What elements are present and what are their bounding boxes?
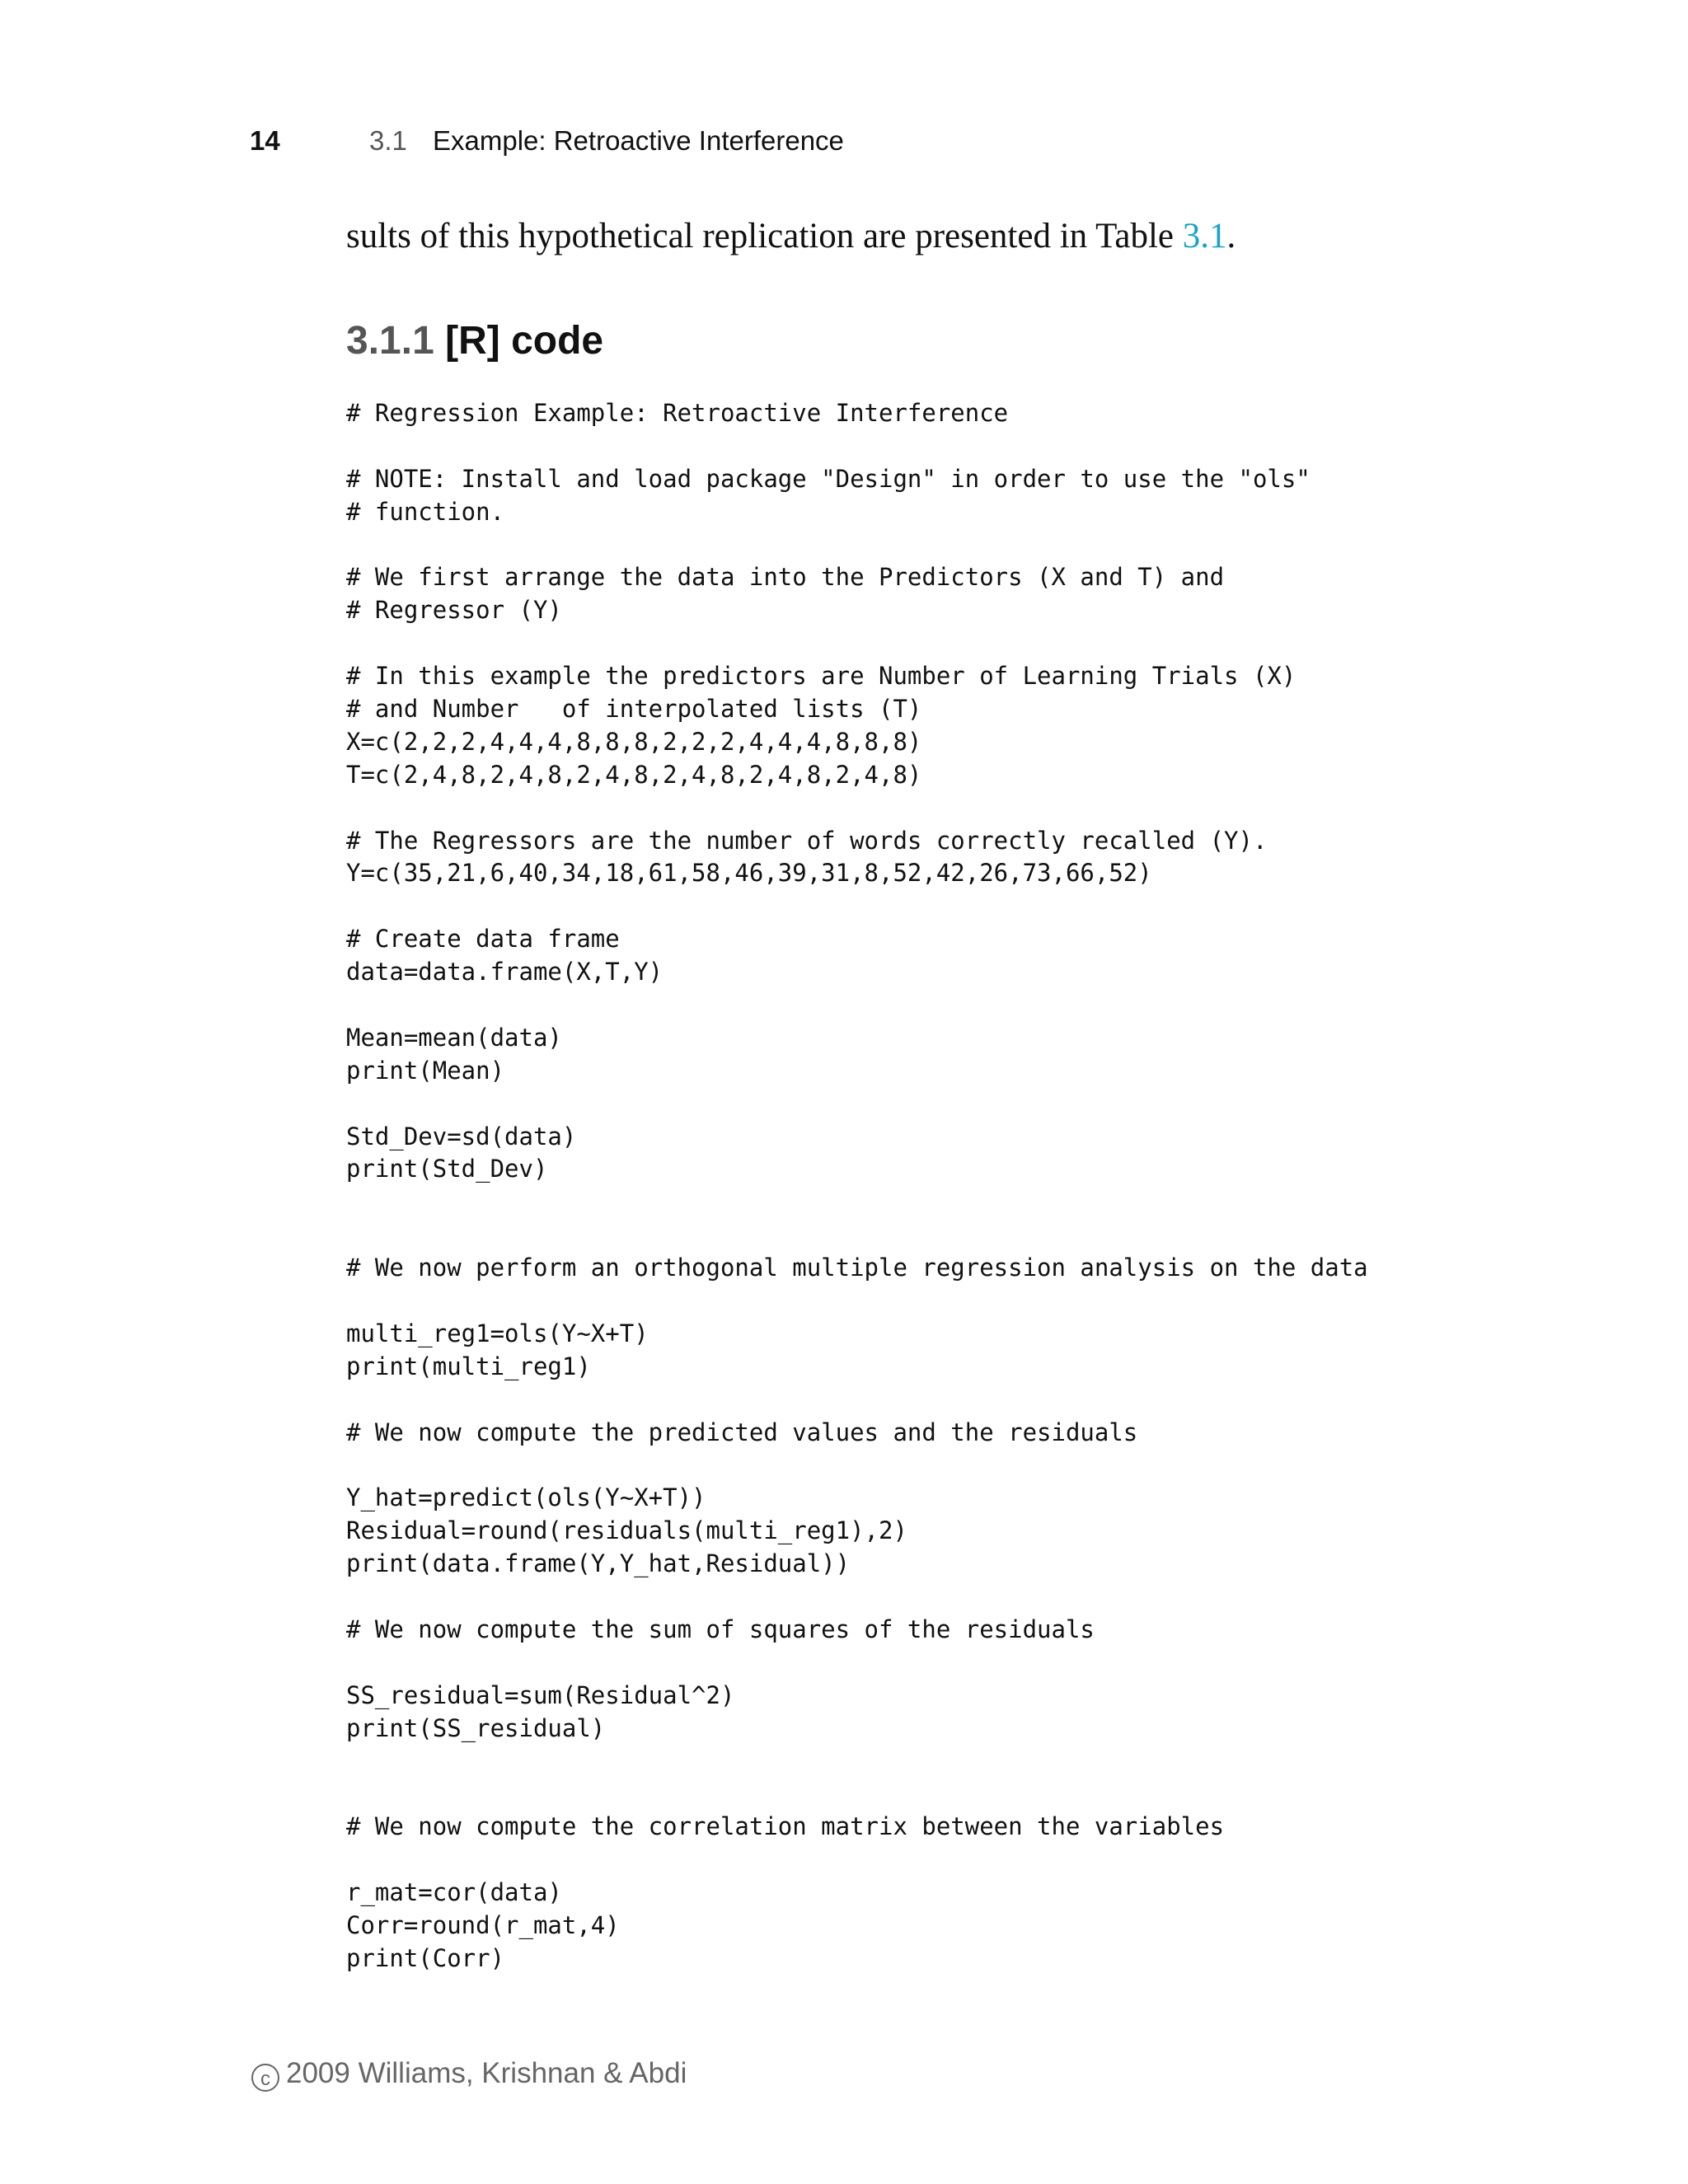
copyright-text: 2009 Williams, Krishnan & Abdi <box>286 2057 687 2089</box>
code-line: X=c(2,2,2,4,4,4,8,8,8,2,2,2,4,4,4,8,8,8) <box>346 727 922 756</box>
code-line <box>346 1746 1368 1779</box>
code-line: print(Corr) <box>346 1943 505 1972</box>
code-line: print(Mean) <box>346 1056 505 1085</box>
code-line <box>346 1088 1368 1121</box>
subsection-heading <box>346 318 603 363</box>
code-line: T=c(2,4,8,2,4,8,2,4,8,2,4,8,2,4,8,2,4,8) <box>346 760 922 789</box>
code-line <box>346 529 1368 562</box>
code-line: # We now compute the correlation matrix between the variables <box>346 1812 1225 1841</box>
code-line: print(SS_residual) <box>346 1713 606 1742</box>
code-line: # Regressor (Y) <box>346 596 562 625</box>
code-line: r_mat=cor(data) <box>346 1878 562 1907</box>
code-line <box>346 890 1368 923</box>
code-line <box>346 627 1368 660</box>
table-reference-link[interactable]: 3.1 <box>1182 217 1227 255</box>
code-line <box>346 1450 1368 1483</box>
page-number: 14 <box>250 125 280 156</box>
code-line <box>346 1844 1368 1877</box>
code-line <box>346 1647 1368 1680</box>
code-line <box>346 792 1368 825</box>
code-line: # The Regressors are the number of words correctly recalled (Y). <box>346 826 1268 855</box>
code-line: Std_Dev=sd(data) <box>346 1122 577 1151</box>
code-line: # We now perform an orthogonal multiple regression analysis on the data <box>346 1254 1368 1282</box>
code-line: multi_reg1=ols(Y~X+T) <box>346 1319 649 1347</box>
header-section-title: Example: Retroactive Interference <box>433 125 844 156</box>
subsection-number: 3.1.1 <box>346 319 434 363</box>
code-line: # We first arrange the data into the Predictors (X and T) and <box>346 563 1225 592</box>
copyright-icon: c <box>251 2064 279 2092</box>
code-line: SS_residual=sum(Residual^2) <box>346 1680 735 1709</box>
code-line: # Regression Example: Retroactive Interference <box>346 399 1009 427</box>
code-line <box>346 1219 1368 1252</box>
code-line: # Create data frame <box>346 925 620 954</box>
code-line: # We now compute the sum of squares of the residuals <box>346 1615 1095 1643</box>
intro-paragraph <box>346 216 1236 256</box>
code-line <box>346 1778 1368 1811</box>
intro-period: . <box>1226 217 1236 255</box>
header-section-number: 3.1 <box>369 125 407 156</box>
code-line <box>346 1186 1368 1219</box>
code-line: # NOTE: Install and load package "Design" in order to use the "ols" <box>346 464 1311 493</box>
code-line: Y_hat=predict(ols(Y~X+T)) <box>346 1483 706 1512</box>
code-line: Corr=round(r_mat,4) <box>346 1910 620 1939</box>
copyright-footer <box>251 2057 687 2092</box>
code-line <box>346 1285 1368 1318</box>
code-line <box>346 430 1368 463</box>
code-line: print(Std_Dev) <box>346 1155 548 1183</box>
code-line: Residual=round(residuals(multi_reg1),2) <box>346 1516 907 1545</box>
code-line: # In this example the predictors are Number of Learning Trials (X) <box>346 662 1296 691</box>
code-line: print(multi_reg1) <box>346 1352 591 1380</box>
code-line <box>346 1581 1368 1614</box>
code-line <box>346 989 1368 1022</box>
subsection-title: [R] code <box>445 319 604 363</box>
code-line: data=data.frame(X,T,Y) <box>346 958 663 987</box>
intro-text: sults of this hypothetical replication are presented in Table <box>346 217 1183 255</box>
r-code-block <box>346 397 1368 1975</box>
code-line: # function. <box>346 497 505 526</box>
code-line: # and Number of interpolated lists (T) <box>346 695 922 724</box>
code-line <box>346 1384 1368 1417</box>
code-line: print(data.frame(Y,Y_hat,Residual)) <box>346 1549 851 1578</box>
code-line: Y=c(35,21,6,40,34,18,61,58,46,39,31,8,52,42,26,73,66,52) <box>346 859 1152 888</box>
code-line: Mean=mean(data) <box>346 1023 562 1052</box>
code-line: # We now compute the predicted values and the residuals <box>346 1418 1138 1446</box>
